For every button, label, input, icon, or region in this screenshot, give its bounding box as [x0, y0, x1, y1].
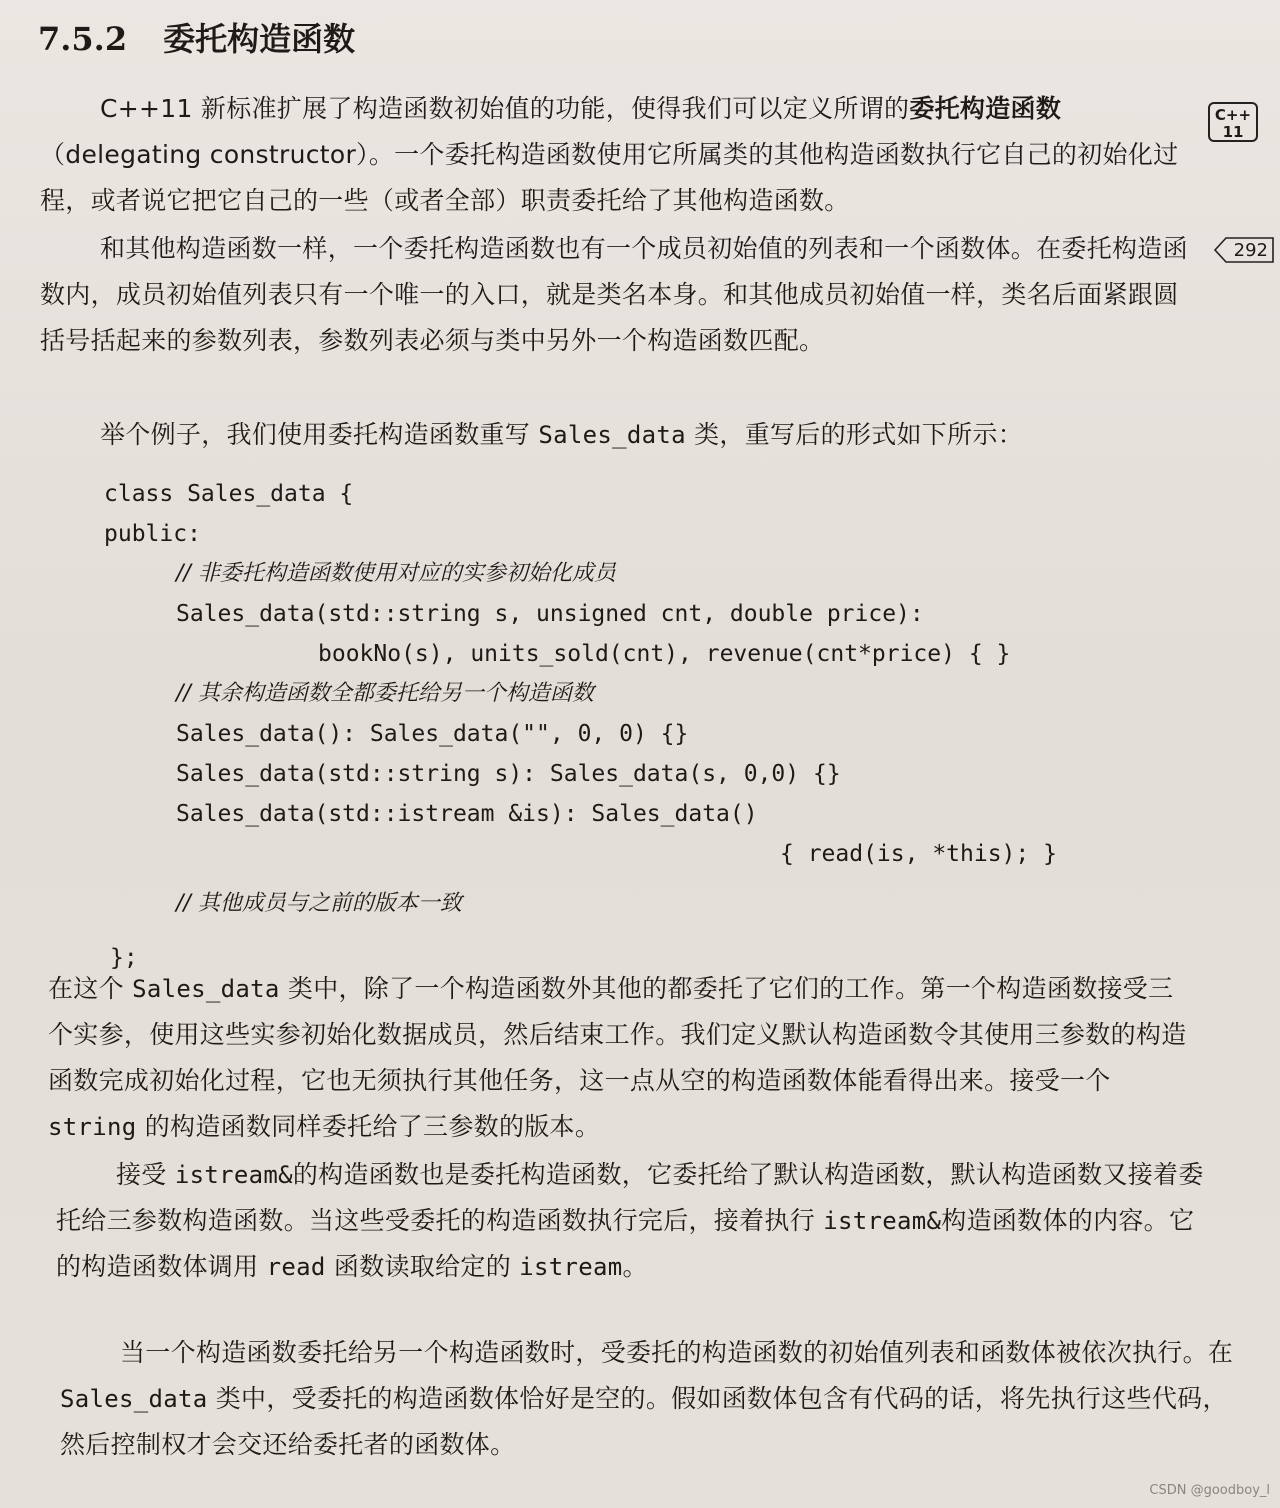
para5-code-b: istream&: [823, 1207, 942, 1235]
para4-text-b: 类中，除了一个构造函数外其他的都委托了它们的工作。第一个构造函数接受三个实参，使用这些实参初始化数据成员，然后结束工作。我们定义默认构造函数令其使用三参数的构造函数完成初始化过程，它也无须执行其他任务，这一点从空的构造函数体能看得出来。接受一个: [48, 974, 1187, 1095]
para6-text-b: 类中，受委托的构造函数体恰好是空的。假如函数体包含有代码的话，将先执行这些代码，然后控制权才会交还给委托者的函数体。: [60, 1384, 1228, 1459]
paragraph-4: [40, 966, 1198, 1150]
page-reference-number: 292: [1233, 239, 1268, 261]
paragraph-2: 和其他构造函数一样，一个委托构造函数也有一个成员初始值的列表和一个函数体。在委托构造函数内，成员初始值列表只有一个唯一的入口，就是类名本身。和其他成员初始值一样，类名后面紧跟圆括号括起来的参数列表，参数列表必须与类中另外一个构造函数匹配。: [40, 234, 1188, 355]
para5-text-a: 接受: [116, 1160, 167, 1189]
para5-code-d: istream: [519, 1253, 623, 1281]
para6-text-a: 当一个构造函数委托给另一个构造函数时，受委托的构造函数的初始值列表和函数体被依次执行。在: [120, 1338, 1234, 1367]
code-line: Sales_data(): Sales_data("", 0, 0) {}: [176, 721, 689, 747]
paragraph-6: [60, 1330, 1250, 1468]
paragraph-1: [40, 86, 1190, 224]
cpp11-badge-icon: [1208, 102, 1258, 142]
para5-text-b: 的构造函数也是委托构造函数，它委托给了默认构造函数，默认构造函数又接着委托给三参数构造函数。当这些受委托的构造函数执行完后，接着执行: [56, 1160, 1204, 1235]
para3-code: Sales_data: [538, 421, 686, 449]
code-comment: // 其余构造函数全都委托给另一个构造函数: [176, 681, 594, 706]
para5-text-c: 构造函数体的内容。它的构造函数体调用: [56, 1206, 1195, 1281]
code-line: public:: [104, 521, 201, 547]
code-line: Sales_data(std::istream &is): Sales_data(): [176, 801, 758, 827]
para4-text-a: 在这个: [48, 974, 124, 1003]
para5-code-c: read: [266, 1253, 326, 1281]
para6-code-a: Sales_data: [60, 1385, 208, 1413]
code-line: class Sales_data {: [104, 481, 354, 507]
page-reference-tag: [1214, 236, 1274, 264]
code-line: { read(is, *this); }: [780, 841, 1057, 867]
para4-code-a: Sales_data: [132, 975, 280, 1003]
code-line: };: [110, 945, 138, 971]
para5-text-d: 函数读取给定的: [333, 1252, 512, 1281]
code-block: [104, 474, 1057, 978]
para3-text-b: 类，重写后的形式如下所示：: [694, 420, 1024, 449]
para1-text-a: C++11 新标准扩展了构造函数初始值的功能，使得我们可以定义所谓的: [100, 94, 910, 123]
paragraph-5: [56, 1152, 1206, 1290]
code-line: bookNo(s), units_sold(cnt), revenue(cnt*price) { }: [318, 641, 1011, 667]
section-heading: [38, 14, 356, 58]
para1-term: 委托构造函数: [909, 94, 1062, 123]
section-title: 委托构造函数: [163, 20, 356, 58]
para5-code-a: istream&: [174, 1161, 293, 1189]
code-comment: // 其他成员与之前的版本一致: [176, 891, 462, 916]
paragraph-3: [40, 412, 1190, 458]
cpp11-badge-line2: 11: [1222, 123, 1244, 141]
cpp11-badge-line1: C++: [1214, 106, 1252, 124]
para5-text-e: 。: [622, 1252, 648, 1281]
para4-code-b: string: [48, 1113, 137, 1141]
watermark: CSDN @goodboy_l: [1149, 1483, 1270, 1498]
para1-text-b: （delegating constructor）。一个委托构造函数使用它所属类的其他构造函数执行它自己的初始化过程，或者说它把它自己的一些（或者全部）职责委托给了其他构造函数。: [40, 140, 1179, 215]
code-line: Sales_data(std::string s): Sales_data(s, 0,0) {}: [176, 761, 841, 787]
code-line: Sales_data(std::string s, unsigned cnt, double price):: [176, 601, 924, 627]
para4-text-c: 的构造函数同样委托给了三参数的版本。: [144, 1112, 601, 1141]
code-comment: // 非委托构造函数使用对应的实参初始化成员: [176, 561, 616, 586]
section-number: 7.5.2: [38, 20, 128, 58]
para3-text-a: 举个例子，我们使用委托构造函数重写: [100, 420, 531, 449]
